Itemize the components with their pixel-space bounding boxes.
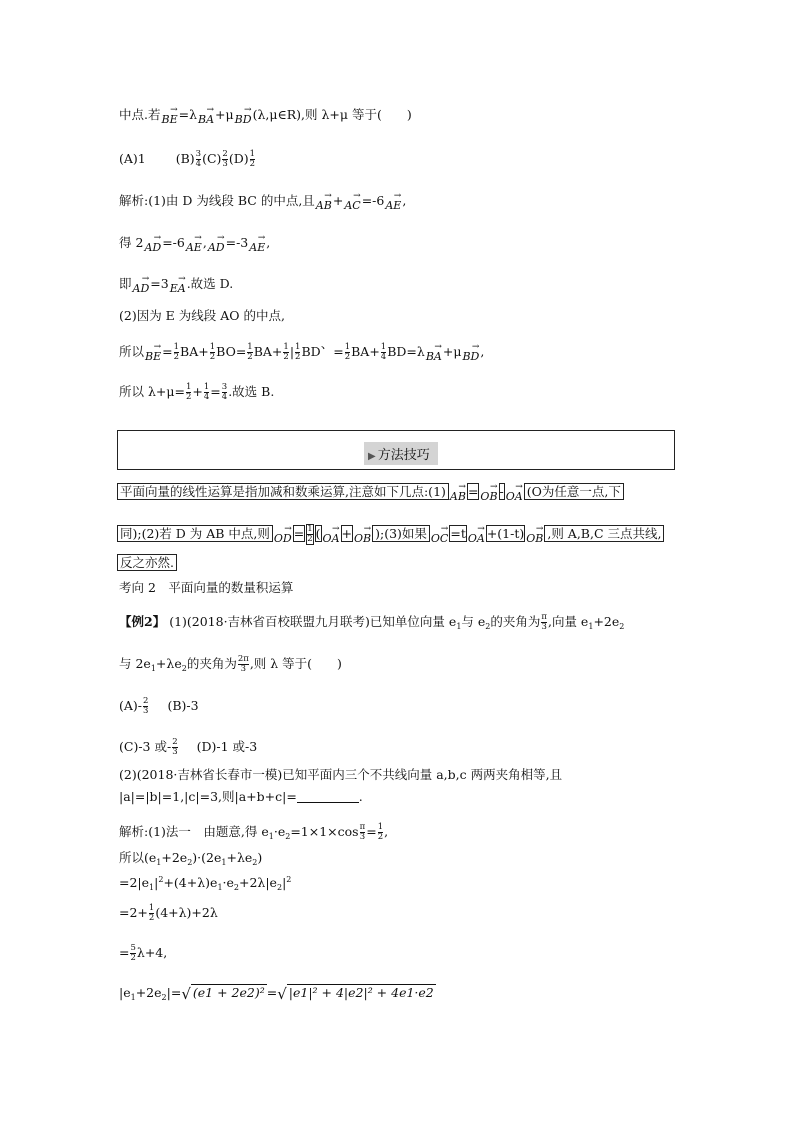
vector-ba: → BA <box>198 112 214 128</box>
option-b: (B) $\frac{3}{4}$ <box>175 149 202 169</box>
radicand-1: (e1 + 2e2)² <box>192 985 265 1000</box>
triangle-icon: ▶ <box>368 451 376 462</box>
option-c: (C)-3 或- $\frac{2}{3}$ <box>119 737 178 757</box>
solution-1-line-2: 得 2→ AD=-6→ AE,→ AD=-3→ AE, <box>119 235 270 256</box>
example-2-line-2: 与 $2e_1+\lambda e_2$的夹角为 $\frac{2\pi}{3}$ ,则 λ 等于( ) <box>119 654 342 674</box>
solution-2-line-3: 所以 λ+μ= $\frac{1}{2}$ + $\frac{1}{4}$ = $\frac{3}{4}$ .故选 B. <box>119 382 275 402</box>
solution-1-line-3: 即→ AD=3→ EA.故选 D. <box>119 276 233 297</box>
solution-3-line-5: = $\frac{5}{2}$ λ+4, <box>119 943 168 963</box>
solution-3-line-3: $=2|e_1|^2+(4+\lambda)e_1\cdot e_2+2\lambda|e_2|^2$ <box>119 875 292 892</box>
solution-3-line-4: =2+ $\frac{1}{2}$ (4+λ)+2λ <box>119 903 218 923</box>
solution-2-line-2: 所以→ BE= $\frac{1}{2}$ BA+ $\frac{1}{2}$ BO= $\frac{1}{2}$ BA+ $\frac{1}{2}$ | $\frac{1}{2}$ BD、= $\frac{1}{2}$ BA+ $\frac{1}{4}$ BD=λ→ BA+μ→ BD, <box>119 343 484 365</box>
problem-stem-end: 中点.若→ BE=λ→ BA+μ→ BD(λ,μ∈R),则 λ+μ 等于( ) <box>119 107 412 128</box>
solution-2-line-1: (2)因为 E 为线段 AO 的中点, <box>119 308 285 323</box>
option-a: (A)- $\frac{2}{3}$ <box>119 696 149 716</box>
example-2-options-ab <box>119 697 199 716</box>
vector-be: → BE <box>161 112 177 128</box>
method-row-3: 反之亦然. <box>117 553 177 573</box>
solution-3-line-6: $|e_1+2e_2|=√$ (e1 + 2e2)² =√ |e1|² + 4|e2|² + 4e1·e2 <box>119 985 434 1003</box>
solution-3-line-1: 解析:(1)法一 由题意,得 $e_1\cdot e_2=1\times 1\times\cos$ $\frac{\pi}{3}$ = $\frac{1}{2}$ , <box>119 822 389 842</box>
option-a: (A)1 <box>119 151 146 166</box>
answer-blank[interactable] <box>297 790 359 803</box>
option-b: (B)-3 <box>167 698 199 713</box>
vector-bd: → BD <box>235 112 252 128</box>
example-2-options-cd <box>119 738 257 757</box>
example-2-line-1: 【例2】 (1)(2018·吉林省百校联盟九月联考)已知单位向量 $e_1$与 $e_2$的夹角为 $\frac{\pi}{3}$ ,向量 $e_1+2e_2$ <box>119 612 625 632</box>
method-row-1: 平面向量的线性运算是指加减和数乘运算,注意如下几点:(1)→ AB =→ OB -→ OA (O为任意一点,下 <box>117 482 624 507</box>
example-2-question-2-cont: |a|=|b|=1,|c|=3,则|a+b+c|= . <box>119 789 363 804</box>
option-c: (C) $\frac{2}{3}$ <box>202 149 228 169</box>
option-d: (D) $\frac{1}{2}$ <box>228 149 256 169</box>
method-tips-badge: ▶ 方法技巧 <box>364 442 438 465</box>
example-2-question-2: (2)(2018·吉林省长春市一模)已知平面内三个不共线向量 a,b,c 两两夹角相等,且 <box>119 767 563 782</box>
answer-options-1 <box>119 150 256 169</box>
section-title: 考向 2 平面向量的数量积运算 <box>119 580 294 595</box>
method-row-2: 同);(2)若 D 为 AB 中点,则→ OD = $\frac{1}{2}$ (→ OA +→ OB );(3)如果→ OC =t→ OA +(1-t)→ OB ,则 A,B,C 三点共线, <box>117 524 664 549</box>
solution-3-line-2: 所以$(e_1+2e_2)\cdot(2e_1+\lambda e_2)$ <box>119 850 263 867</box>
option-d: (D)-1 或-3 <box>196 739 258 754</box>
solution-1-line-1: 解析:(1)由 D 为线段 BC 的中点,且→ AB+→ AC=-6→ AE, <box>119 193 406 214</box>
radicand-2: |e1|² + 4|e2|² + 4e1·e2 <box>288 985 434 1000</box>
